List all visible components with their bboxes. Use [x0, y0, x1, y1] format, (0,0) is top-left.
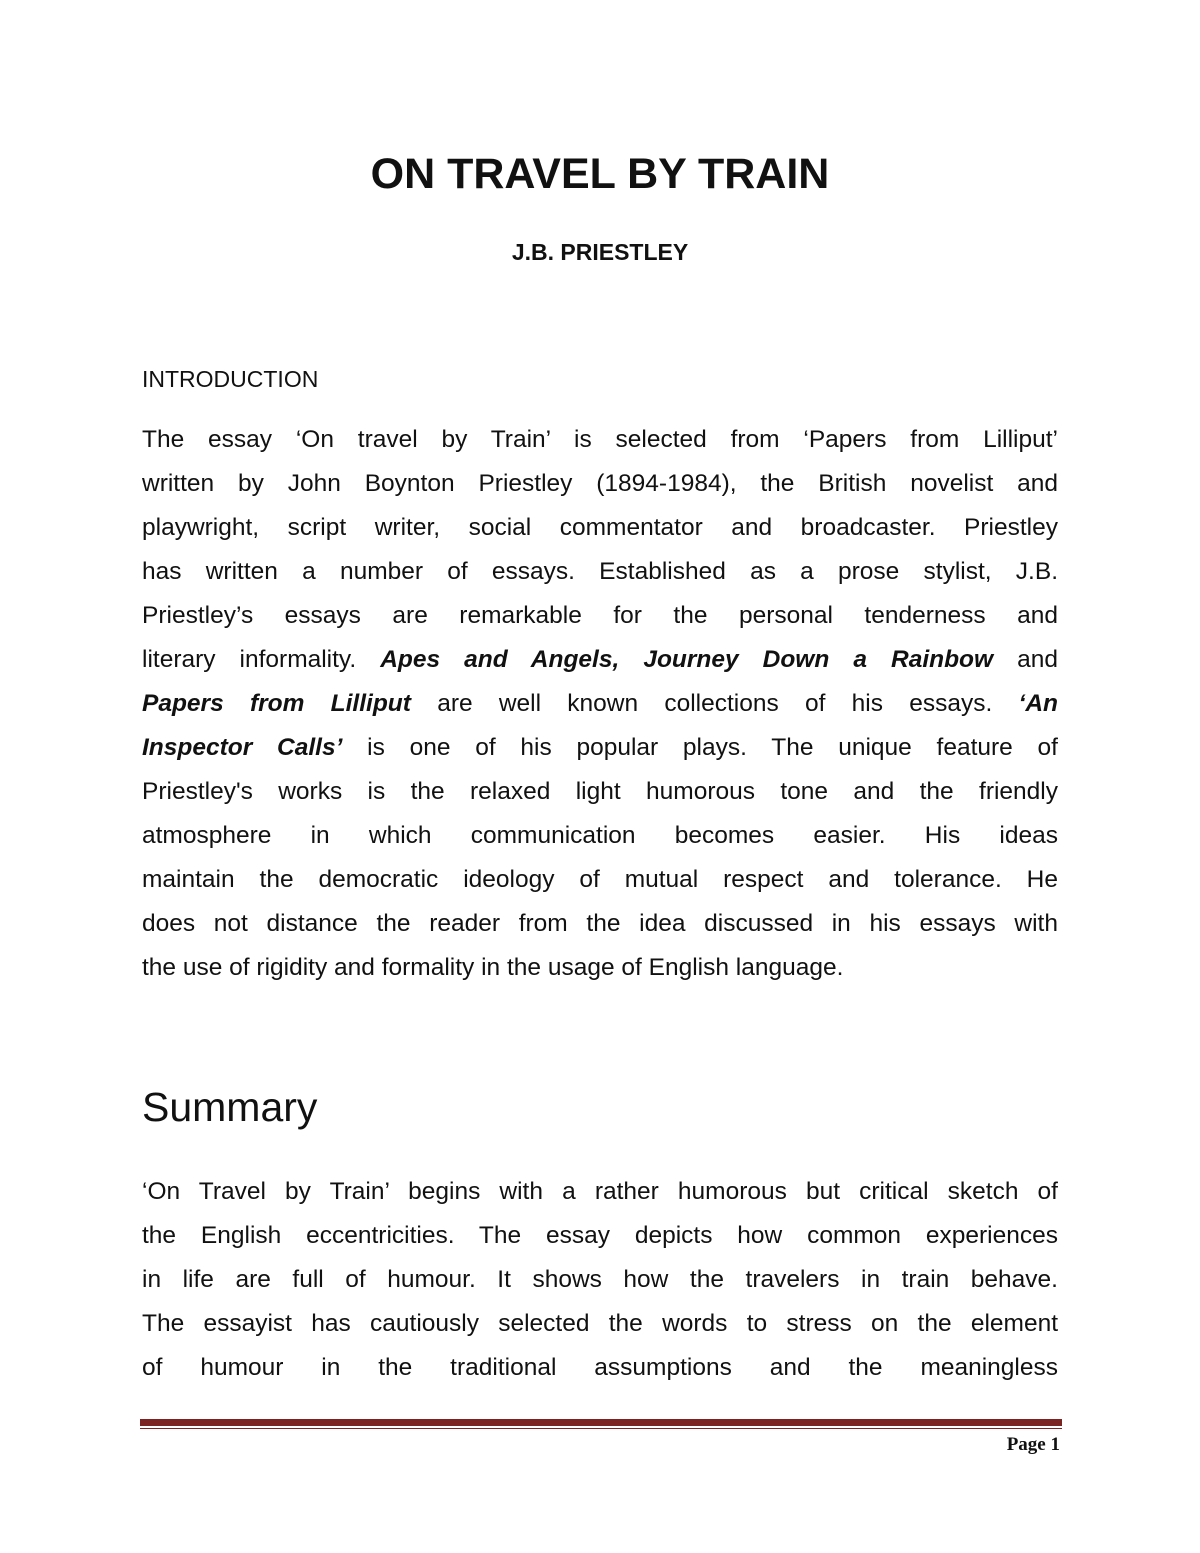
paragraph-line: Priestley's works is the relaxed light humorous tone and the friendly — [142, 778, 1058, 805]
document-author: J.B. PRIESTLEY — [511, 239, 689, 265]
text-segment: are well known collections of his essays. — [437, 690, 993, 717]
paragraph-line — [142, 726, 1058, 770]
introduction-heading: INTRODUCTION — [142, 366, 319, 392]
paragraph-line: The essayist has cautiously selected the words to stress on the element — [142, 1310, 1058, 1337]
footer-divider — [140, 1419, 1062, 1426]
summary-paragraph — [142, 1170, 1058, 1390]
text-segment: is one of his popular plays. The unique feature of — [367, 734, 1058, 761]
document-title: ON TRAVEL BY TRAIN — [370, 150, 830, 198]
text-segment: and — [1017, 646, 1058, 673]
paragraph-line: does not distance the reader from the idea discussed in his essays with — [142, 910, 1058, 937]
paragraph-line: playwright, script writer, social commentator and broadcaster. Priestley — [142, 514, 1058, 541]
book-title-emphasis: Papers from Lilliput — [142, 690, 411, 717]
paragraph-line: of humour in the traditional assumptions and the meaningless — [142, 1354, 1058, 1381]
footer-divider-thin — [140, 1428, 1062, 1429]
paragraph-line: maintain the democratic ideology of mutual respect and tolerance. He — [142, 866, 1058, 893]
play-title-emphasis: Inspector Calls’ — [142, 734, 343, 761]
paragraph-line: the use of rigidity and formality in the usage of English language. — [142, 954, 844, 981]
play-title-emphasis: ‘An — [1018, 690, 1058, 717]
paragraph-line — [142, 638, 1058, 682]
paragraph-line: the English eccentricities. The essay depicts how common experiences — [142, 1222, 1058, 1249]
paragraph-line: atmosphere in which communication becomes easier. His ideas — [142, 822, 1058, 849]
paragraph-line: The essay ‘On travel by Train’ is selected from ‘Papers from Lilliput’ — [142, 426, 1058, 453]
book-title-emphasis: Apes and Angels, Journey Down a Rainbow — [380, 646, 994, 673]
introduction-paragraph — [142, 418, 1058, 990]
paragraph-line: has written a number of essays. Established as a prose stylist, J.B. — [142, 558, 1058, 585]
paragraph-line: ‘On Travel by Train’ begins with a rather humorous but critical sketch of — [142, 1178, 1058, 1205]
paragraph-line: in life are full of humour. It shows how the travelers in train behave. — [142, 1266, 1058, 1293]
text-segment: literary informality. — [142, 646, 357, 673]
paragraph-line: written by John Boynton Priestley (1894-1984), the British novelist and — [142, 470, 1058, 497]
paragraph-line — [142, 682, 1058, 726]
paragraph-line: Priestley’s essays are remarkable for the personal tenderness and — [142, 602, 1058, 629]
summary-heading: Summary — [142, 1084, 318, 1130]
page-number: Page 1 — [1006, 1434, 1060, 1455]
